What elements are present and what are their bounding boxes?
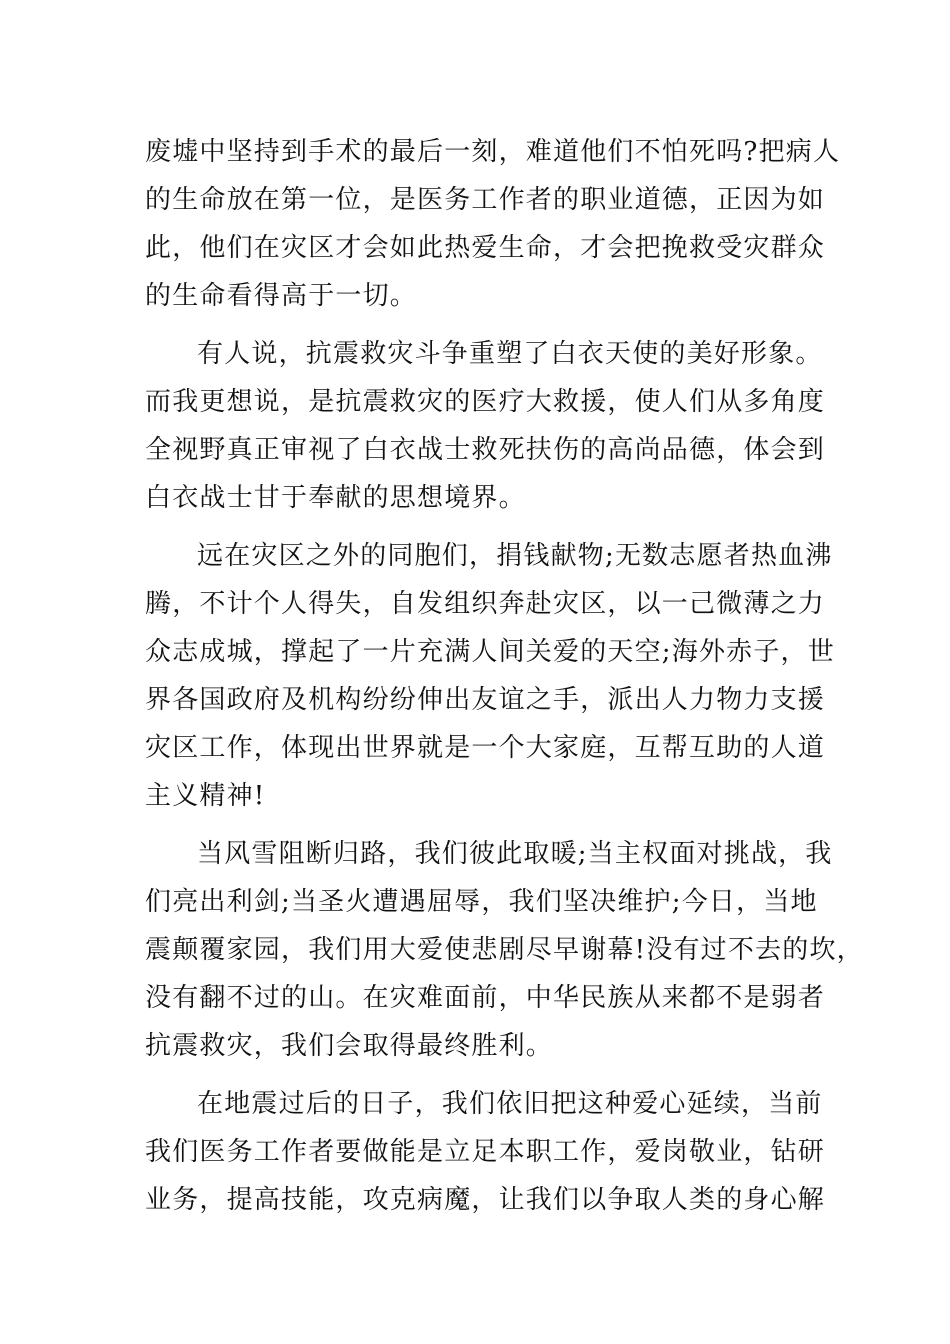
paragraph-2 — [145, 330, 825, 522]
text-line: 腾，不计个人得失，自发组织奔赴灾区，以一己微薄之力 — [145, 589, 826, 619]
paragraph-1 — [145, 128, 841, 320]
paragraph-5 — [145, 1080, 825, 1224]
text-line: 全视野真正审视了白衣战士救死扶伤的高尚品德，体会到 — [145, 435, 826, 465]
text-line: 的生命放在第一位，是医务工作者的职业道德，正因为如 — [145, 185, 826, 215]
text-line: 灾区工作，体现出世界就是一个大家庭，互帮互助的人道 — [145, 733, 826, 763]
text-line: 而我更想说，是抗震救灾的医疗大救援，使人们从多角度 — [145, 387, 826, 417]
text-line: 们亮出利剑;当圣火遭遇屈辱，我们坚决维护;今日，当地 — [145, 887, 818, 917]
text-line: 震颠覆家园，我们用大爱使悲剧尽早谢幕!没有过不去的坎， — [145, 935, 864, 965]
paragraph-4 — [145, 830, 864, 1070]
text-line: 此，他们在灾区才会如此热爱生命，才会把挽救受灾群众 — [145, 233, 826, 263]
text-line: 废墟中坚持到手术的最后一刻，难道他们不怕死吗?把病人 — [145, 137, 841, 167]
text-line: 的生命看得高于一切。 — [145, 281, 418, 311]
text-line: 我们医务工作者要做能是立足本职工作，爱岗敬业，钻研 — [145, 1137, 826, 1167]
text-line: 抗震救灾，我们会取得最终胜利。 — [145, 1031, 554, 1061]
paragraph-3 — [145, 532, 835, 820]
document-body — [145, 128, 864, 1234]
text-line: 没有翻不过的山。在灾难面前，中华民族从来都不是弱者 — [145, 983, 826, 1013]
text-line: 远在灾区之外的同胞们，捐钱献物;无数志愿者热血沸 — [197, 541, 833, 571]
text-line: 白衣战士甘于奉献的思想境界。 — [145, 483, 526, 513]
text-line: 主义精神! — [145, 781, 266, 811]
text-line: 有人说，抗震救灾斗争重塑了白衣天使的美好形象。 — [197, 339, 823, 369]
text-line: 在地震过后的日子，我们依旧把这种爱心延续，当前 — [197, 1089, 823, 1119]
text-line: 界各国政府及机构纷纷伸出友谊之手，派出人力物力支援 — [145, 685, 826, 715]
text-line: 业务，提高技能，攻克病魔，让我们以争取人类的身心解 — [145, 1185, 826, 1215]
text-line: 众志成城，撑起了一片充满人间关爱的天空;海外赤子，世 — [145, 637, 835, 667]
text-line: 当风雪阻断归路，我们彼此取暖;当主权面对挑战，我 — [197, 839, 833, 869]
